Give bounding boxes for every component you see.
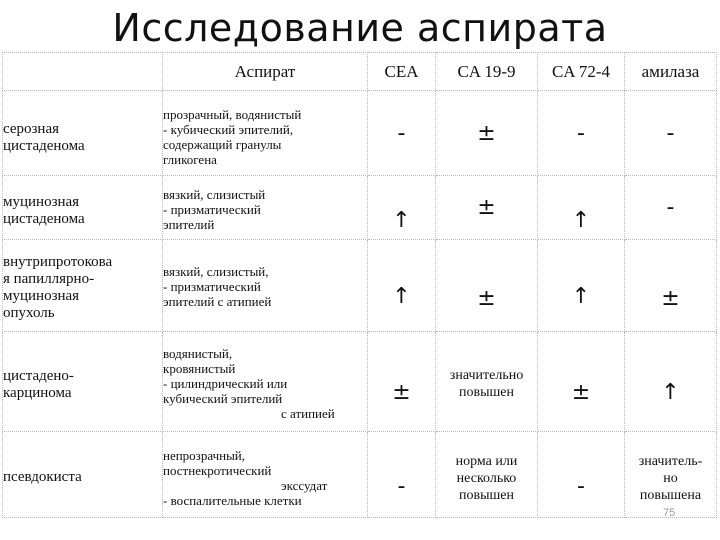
row-desc-line: - воспалительные клетки	[163, 492, 302, 508]
row-name-cell	[3, 240, 163, 332]
row-desc-line: - цилиндрический или	[163, 376, 288, 391]
row-name-line: я папиллярно-	[3, 270, 95, 287]
amylase-line: повышена	[639, 488, 702, 503]
table-row	[3, 240, 717, 332]
row-desc-line: кровянистый	[163, 361, 236, 376]
header-cea: CEA	[368, 53, 436, 91]
ca199-line: несколько	[456, 471, 517, 486]
cea-value: ±	[368, 332, 436, 432]
ca199-value: ±	[436, 176, 538, 240]
ca199-line: повышен	[459, 384, 514, 400]
row-name-line: серозная	[3, 121, 60, 137]
row-desc-line: постнекротический	[163, 462, 272, 478]
row-desc-line: кубический эпителий	[163, 391, 283, 406]
row-name-line: опухоль	[3, 304, 55, 321]
row-desc-line: непрозрачный,	[163, 447, 246, 463]
ca724-value: ±	[538, 332, 625, 432]
header-empty	[3, 53, 163, 91]
ca199-value	[436, 332, 538, 432]
row-desc-line: прозрачный, водянистый	[163, 107, 302, 122]
row-desc-cell	[163, 332, 368, 432]
ca724-value: ↑	[538, 176, 625, 240]
row-desc-line: водянистый,	[163, 346, 233, 361]
ca724-value: ↑	[538, 240, 625, 332]
page-number: 75	[663, 507, 676, 519]
amylase-value: ↑	[625, 332, 717, 432]
header-ca724: CA 72-4	[538, 53, 625, 91]
row-name-line: внутрипротокова	[3, 253, 113, 270]
row-desc-line: - кубический эпителий,	[163, 122, 294, 137]
amylase-value: -	[625, 176, 717, 240]
row-name-cell	[3, 432, 163, 518]
row-desc-line: гликогена	[163, 152, 217, 167]
row-name-line: муцинозная	[3, 287, 80, 304]
ca199-line: значительно	[449, 367, 524, 383]
amylase-value: ±	[625, 240, 717, 332]
row-desc-line: вязкий, слизистый	[163, 187, 266, 202]
row-name-line: муцинозная	[3, 193, 80, 210]
row-name-cell	[3, 332, 163, 432]
cea-value: -	[368, 91, 436, 176]
row-desc-line: вязкий, слизистый,	[163, 264, 269, 279]
row-desc-cell	[163, 432, 368, 518]
header-ca199: CA 19-9	[436, 53, 538, 91]
header-aspirate: Аспират	[163, 53, 368, 91]
row-name-line: цистаденома	[3, 138, 85, 154]
row-name-line: псевдокиста	[3, 469, 82, 485]
row-name-cell	[3, 176, 163, 240]
row-desc-cell	[163, 176, 368, 240]
row-desc-line: - призматический	[163, 279, 261, 294]
row-desc-line: эпителий	[163, 217, 215, 232]
ca199-line: норма или	[455, 454, 518, 469]
table-row	[3, 432, 717, 518]
amylase-value: -	[625, 91, 717, 176]
row-name-line: цистадено-	[3, 367, 74, 384]
aspirate-table	[2, 52, 717, 518]
header-amylase: амилаза	[625, 53, 717, 91]
cea-value: ↑	[368, 240, 436, 332]
row-desc-line: с атипией	[281, 406, 335, 421]
ca199-value: ±	[436, 91, 538, 176]
slide-title: Исследование аспирата	[112, 6, 608, 50]
amylase-line: значитель-	[638, 454, 703, 469]
ca199-line: повышен	[459, 488, 514, 503]
amylase-value	[625, 432, 717, 518]
table-row	[3, 91, 717, 176]
header-row	[3, 53, 717, 91]
table-row	[3, 332, 717, 432]
row-name-cell	[3, 91, 163, 176]
ca724-value: -	[538, 91, 625, 176]
ca199-value	[436, 432, 538, 518]
row-desc-cell	[163, 240, 368, 332]
row-desc-line: экссудат	[281, 477, 328, 493]
row-name-line: цистаденома	[3, 210, 85, 227]
ca199-value: ±	[436, 240, 538, 332]
row-desc-line: содержащий гранулы	[163, 137, 282, 152]
cea-value: -	[368, 432, 436, 518]
cea-value: ↑	[368, 176, 436, 240]
ca724-value: -	[538, 432, 625, 518]
row-desc-cell	[163, 91, 368, 176]
row-desc-line: - призматический	[163, 202, 261, 217]
row-name-line: карцинома	[3, 384, 72, 401]
table-row	[3, 176, 717, 240]
row-desc-line: эпителий с атипией	[163, 294, 272, 309]
amylase-line: но	[663, 471, 678, 486]
